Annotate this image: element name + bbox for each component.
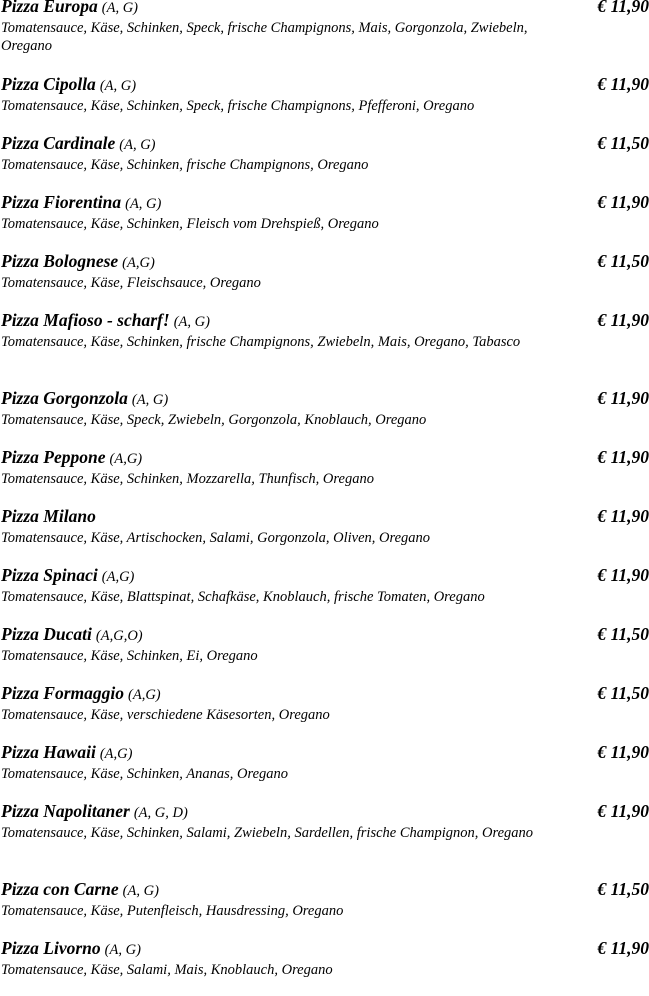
item-price: € 11,90 [597,310,649,330]
item-title [1,800,569,824]
item-price: € 11,50 [597,133,649,153]
item-title [1,0,569,19]
item-title [1,682,569,706]
item-allergens: (A, G) [99,78,137,94]
item-name: Pizza Napolitaner [1,801,130,821]
item-name: Pizza Hawaii [1,742,96,762]
item-description: Tomatensauce, Käse, Schinken, frische Champignons, Oregano [1,157,369,173]
item-allergens: (A,G) [109,451,143,467]
item-price: € 11,90 [597,388,649,408]
menu-item-pizza-gorgonzola [1,387,649,446]
item-title [1,73,569,97]
item-description: Tomatensauce, Käse, Schinken, Fleisch vom Drehspieß, Oregano [1,216,379,232]
item-allergens: (A, G, D) [133,805,188,821]
item-price: € 11,50 [597,683,649,703]
item-price: € 11,50 [597,879,649,899]
menu-item-pizza-ducati [1,623,649,682]
item-allergens: (A,G) [128,687,161,703]
item-name: Pizza Europa [1,0,98,16]
menu-item-pizza-bolognese [1,250,649,309]
item-description: Tomatensauce, Käse, Speck, Zwiebeln, Gorgonzola, Knoblauch, Oregano [1,412,427,428]
item-description: Tomatensauce, Käse, Salami, Mais, Knoblauch, Oregano [1,962,333,978]
item-allergens: (A, G) [104,942,141,958]
item-name: Pizza Formaggio [1,683,125,703]
item-name: Pizza Fiorentina [1,192,122,212]
item-title [1,937,569,961]
item-name: Pizza Livorno [1,938,101,958]
menu-item-pizza-cipolla [1,73,649,132]
item-name: Pizza Mafioso - scharf! [1,310,170,330]
menu-item-pizza-spinaci [1,564,649,623]
item-description: Tomatensauce, Käse, Fleischsauce, Oregano [1,275,261,291]
item-allergens: (A, G) [101,0,139,16]
menu-item-pizza-peppone [1,446,649,505]
item-allergens: (A, G) [119,137,156,153]
item-allergens: (A,G) [101,569,135,585]
item-description: Tomatensauce, Käse, Blattspinat, Schafkäse, Knoblauch, frische Tomaten, Oregano [1,589,485,605]
pizza-menu-list [1,0,649,996]
item-name: Pizza con Carne [1,879,119,899]
item-price: € 11,90 [597,192,649,212]
item-title [1,564,569,588]
item-title [1,309,569,333]
item-name: Pizza Gorgonzola [1,388,128,408]
item-title [1,878,569,902]
menu-item-pizza-fiorentina [1,191,649,250]
item-title [1,505,569,529]
menu-item-pizza-hawaii [1,741,649,800]
item-name: Pizza Bolognese [1,251,119,271]
item-title [1,446,569,470]
item-description: Tomatensauce, Käse, Schinken, Speck, frische Champignons, Mais, Gorgonzola, Zwiebeln, Oregano [1,20,528,54]
item-name: Pizza Peppone [1,447,106,467]
item-description: Tomatensauce, Käse, Schinken, Mozzarella, Thunfisch, Oregano [1,471,374,487]
menu-item-pizza-mafioso [1,309,649,387]
item-price: € 11,90 [597,565,649,585]
item-name: Pizza Cipolla [1,74,96,94]
item-title [1,741,569,765]
item-allergens: (A,G,O) [95,628,143,644]
item-description: Tomatensauce, Käse, verschiedene Käsesorten, Oregano [1,707,330,723]
item-description: Tomatensauce, Käse, Schinken, Salami, Zwiebeln, Sardellen, frische Champignon, Oregano [1,825,534,841]
item-description: Tomatensauce, Käse, Schinken, frische Champignons, Zwiebeln, Mais, Oregano, Tabasco [1,334,521,350]
item-allergens: (A, G) [173,314,210,330]
item-price: € 11,90 [597,0,649,16]
menu-item-pizza-formaggio [1,682,649,741]
item-name: Pizza Milano [1,506,96,526]
item-allergens: (A,G) [122,255,155,271]
item-price: € 11,90 [597,742,649,762]
menu-item-pizza-cardinale [1,132,649,191]
item-title [1,250,569,274]
item-description: Tomatensauce, Käse, Schinken, Ananas, Oregano [1,766,289,782]
menu-item-pizza-con-carne [1,878,649,937]
menu-item-pizza-milano [1,505,649,564]
menu-item-pizza-europa [1,0,649,73]
menu-item-pizza-livorno [1,937,649,996]
item-name: Pizza Spinaci [1,565,98,585]
item-allergens: (A, G) [125,196,162,212]
menu-item-pizza-napolitaner [1,800,649,878]
item-name: Pizza Cardinale [1,133,116,153]
item-description: Tomatensauce, Käse, Putenfleisch, Hausdressing, Oregano [1,903,344,919]
item-price: € 11,90 [597,506,649,526]
item-title [1,191,569,215]
item-name: Pizza Ducati [1,624,92,644]
item-price: € 11,90 [597,74,649,94]
item-price: € 11,50 [597,251,649,271]
item-title [1,387,569,411]
item-title [1,623,569,647]
item-price: € 11,90 [597,801,649,821]
item-title [1,132,569,156]
item-description: Tomatensauce, Käse, Artischocken, Salami, Gorgonzola, Oliven, Oregano [1,530,431,546]
item-price: € 11,50 [597,624,649,644]
item-price: € 11,90 [597,447,649,467]
item-allergens: (A,G) [99,746,133,762]
item-allergens: (A, G) [131,392,169,408]
item-description: Tomatensauce, Käse, Schinken, Speck, frische Champignons, Pfefferoni, Oregano [1,98,475,114]
item-description: Tomatensauce, Käse, Schinken, Ei, Oregano [1,648,258,664]
item-price: € 11,90 [597,938,649,958]
item-allergens: (A, G) [122,883,159,899]
